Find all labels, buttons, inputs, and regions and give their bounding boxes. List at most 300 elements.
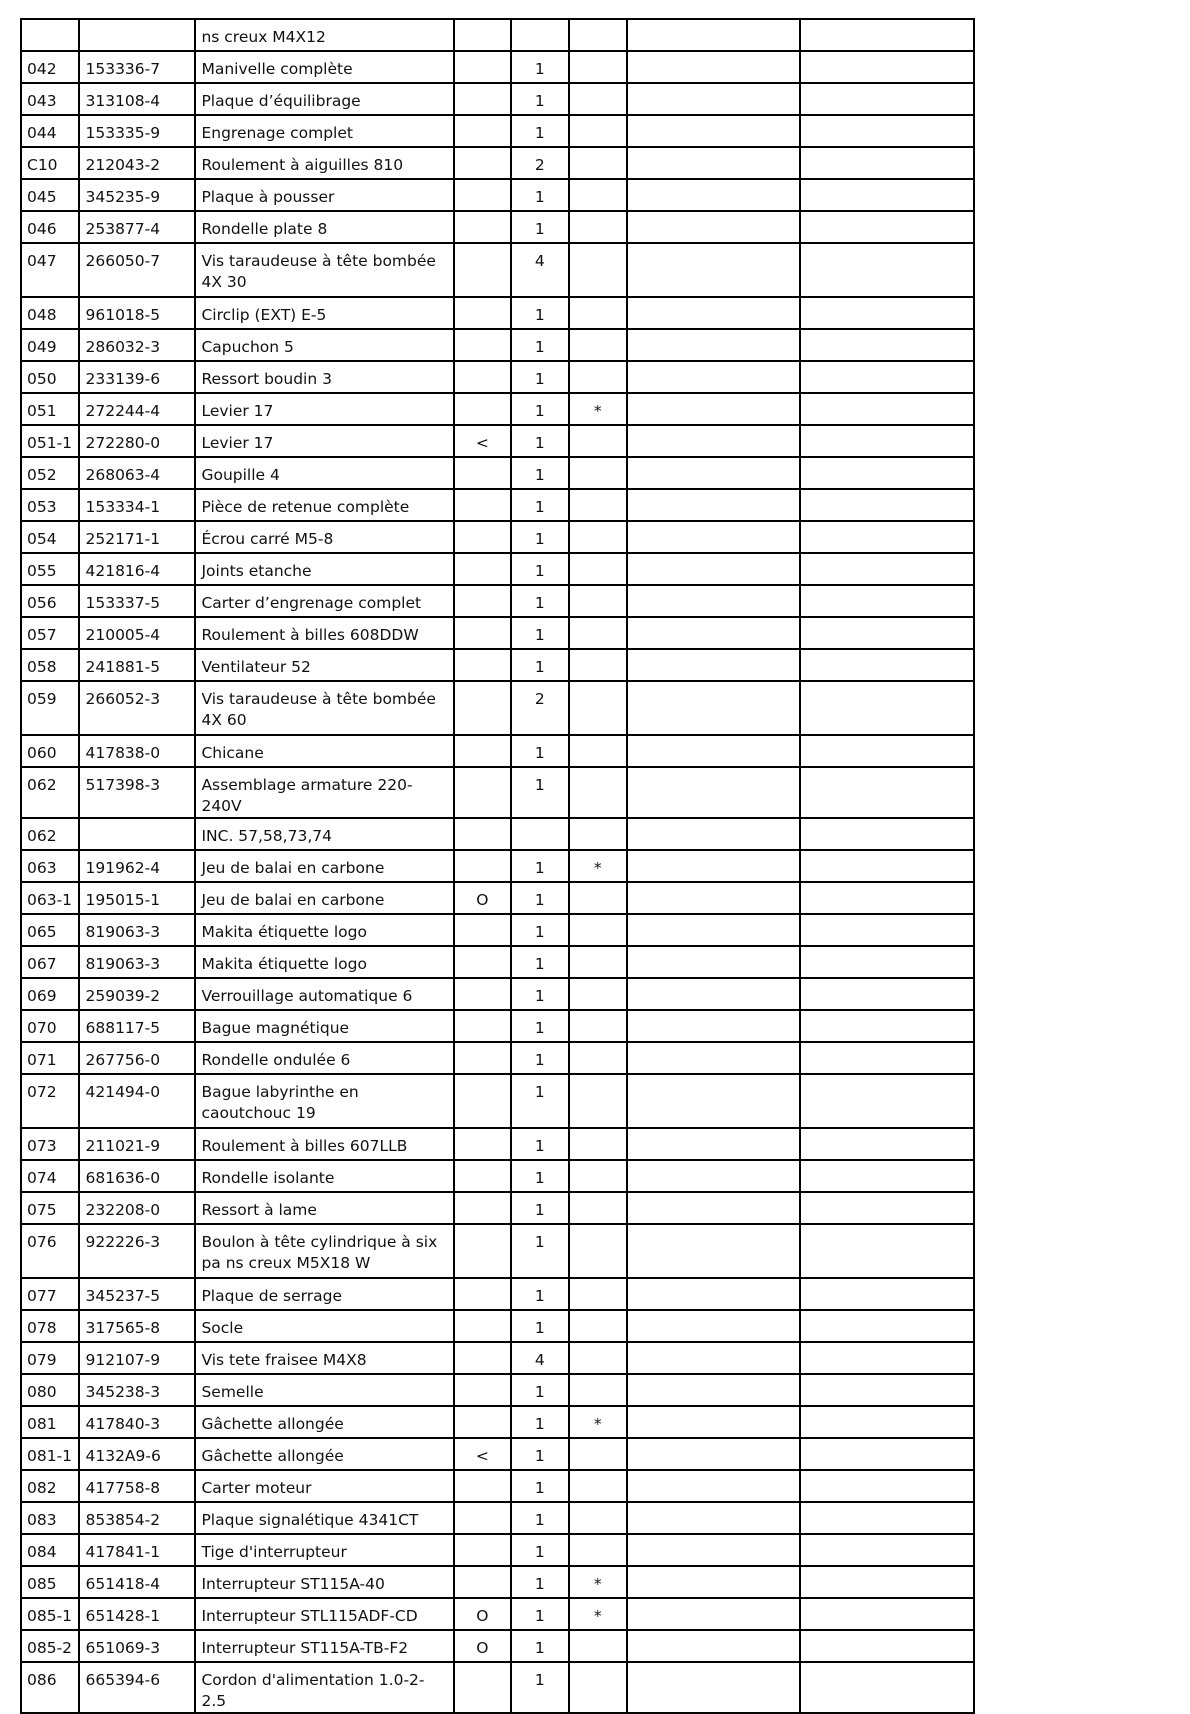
table-row — [21, 425, 974, 457]
note-mark-cell — [569, 1374, 627, 1406]
blank-cell — [800, 489, 974, 521]
note-mark-cell — [569, 1042, 627, 1074]
item-number-cell: 081 — [21, 1406, 79, 1438]
blank-cell — [627, 297, 800, 329]
description-cell: Plaque d’équilibrage — [195, 83, 453, 115]
part-number-cell: 345237-5 — [79, 1278, 195, 1310]
flag-cell — [454, 1534, 511, 1566]
table-row — [21, 1192, 974, 1224]
flag-cell: O — [454, 882, 511, 914]
item-number-cell: 044 — [21, 115, 79, 147]
item-number-cell: 074 — [21, 1160, 79, 1192]
table-row — [21, 850, 974, 882]
table-row — [21, 19, 974, 51]
item-number-cell: 045 — [21, 179, 79, 211]
blank-cell — [800, 1630, 974, 1662]
table-row — [21, 818, 974, 850]
flag-cell — [454, 914, 511, 946]
blank-cell — [627, 735, 800, 767]
blank-cell — [800, 914, 974, 946]
flag-cell — [454, 978, 511, 1010]
part-number-cell: 313108-4 — [79, 83, 195, 115]
item-number-cell: 060 — [21, 735, 79, 767]
blank-cell — [800, 1192, 974, 1224]
blank-cell — [800, 115, 974, 147]
part-number-cell: 4132A9-6 — [79, 1438, 195, 1470]
item-number-cell: 048 — [21, 297, 79, 329]
parts-list-table — [20, 18, 975, 1714]
table-row — [21, 882, 974, 914]
item-number-cell: 078 — [21, 1310, 79, 1342]
flag-cell — [454, 1192, 511, 1224]
blank-cell — [627, 1224, 800, 1278]
description-cell: Jeu de balai en carbone — [195, 882, 453, 914]
flag-cell — [454, 1042, 511, 1074]
note-mark-cell — [569, 83, 627, 115]
note-mark-cell — [569, 1630, 627, 1662]
part-number-cell: 421816-4 — [79, 553, 195, 585]
note-mark-cell — [569, 1534, 627, 1566]
part-number-cell: 267756-0 — [79, 1042, 195, 1074]
table-row — [21, 1502, 974, 1534]
description-cell: Roulement à aiguilles 810 — [195, 147, 453, 179]
table-row — [21, 1630, 974, 1662]
note-mark-cell — [569, 1662, 627, 1713]
blank-cell — [627, 1598, 800, 1630]
blank-cell — [627, 1566, 800, 1598]
description-cell: Roulement à billes 608DDW — [195, 617, 453, 649]
blank-cell — [627, 425, 800, 457]
note-mark-cell — [569, 1074, 627, 1128]
blank-cell — [627, 818, 800, 850]
table-row — [21, 521, 974, 553]
description-cell: Assemblage armature 220-240V — [195, 767, 453, 818]
part-number-cell: 345238-3 — [79, 1374, 195, 1406]
quantity-cell: 1 — [511, 1042, 568, 1074]
blank-cell — [800, 1042, 974, 1074]
note-mark-cell — [569, 179, 627, 211]
note-mark-cell: * — [569, 393, 627, 425]
table-row — [21, 457, 974, 489]
blank-cell — [627, 1534, 800, 1566]
item-number-cell: 046 — [21, 211, 79, 243]
description-cell: Ressort à lame — [195, 1192, 453, 1224]
quantity-cell: 2 — [511, 147, 568, 179]
blank-cell — [800, 735, 974, 767]
blank-cell — [800, 211, 974, 243]
quantity-cell: 1 — [511, 1192, 568, 1224]
item-number-cell: 062 — [21, 767, 79, 818]
blank-cell — [627, 1662, 800, 1713]
table-row — [21, 585, 974, 617]
flag-cell — [454, 553, 511, 585]
item-number-cell: 084 — [21, 1534, 79, 1566]
blank-cell — [627, 882, 800, 914]
item-number-cell: 070 — [21, 1010, 79, 1042]
note-mark-cell — [569, 1192, 627, 1224]
table-row — [21, 735, 974, 767]
table-row — [21, 83, 974, 115]
note-mark-cell — [569, 681, 627, 735]
flag-cell — [454, 1128, 511, 1160]
flag-cell — [454, 1470, 511, 1502]
description-cell: Jeu de balai en carbone — [195, 850, 453, 882]
item-number-cell: 073 — [21, 1128, 79, 1160]
note-mark-cell: * — [569, 1406, 627, 1438]
blank-cell — [800, 147, 974, 179]
item-number-cell: 042 — [21, 51, 79, 83]
quantity-cell: 1 — [511, 1438, 568, 1470]
flag-cell — [454, 767, 511, 818]
item-number-cell: 085 — [21, 1566, 79, 1598]
flag-cell — [454, 850, 511, 882]
description-cell: Vis taraudeuse à tête bombée 4X 30 — [195, 243, 453, 297]
item-number-cell: 050 — [21, 361, 79, 393]
blank-cell — [627, 521, 800, 553]
table-row — [21, 1074, 974, 1128]
part-number-cell: 210005-4 — [79, 617, 195, 649]
quantity-cell: 1 — [511, 735, 568, 767]
flag-cell — [454, 649, 511, 681]
item-number-cell: 051 — [21, 393, 79, 425]
item-number-cell: 083 — [21, 1502, 79, 1534]
quantity-cell: 1 — [511, 1534, 568, 1566]
part-number-cell: 153335-9 — [79, 115, 195, 147]
note-mark-cell — [569, 115, 627, 147]
flag-cell — [454, 19, 511, 51]
part-number-cell: 417841-1 — [79, 1534, 195, 1566]
note-mark-cell — [569, 914, 627, 946]
flag-cell: < — [454, 425, 511, 457]
flag-cell — [454, 393, 511, 425]
description-cell: ns creux M4X12 — [195, 19, 453, 51]
description-cell: Vis tete fraisee M4X8 — [195, 1342, 453, 1374]
item-number-cell: 058 — [21, 649, 79, 681]
blank-cell — [800, 51, 974, 83]
part-number-cell: 819063-3 — [79, 946, 195, 978]
description-cell: Pièce de retenue complète — [195, 489, 453, 521]
table-row — [21, 147, 974, 179]
item-number-cell: 054 — [21, 521, 79, 553]
table-row — [21, 51, 974, 83]
part-number-cell — [79, 818, 195, 850]
item-number-cell: 053 — [21, 489, 79, 521]
flag-cell — [454, 1662, 511, 1713]
blank-cell — [800, 767, 974, 818]
flag-cell — [454, 1010, 511, 1042]
part-number-cell: 961018-5 — [79, 297, 195, 329]
table-row — [21, 361, 974, 393]
quantity-cell — [511, 19, 568, 51]
blank-cell — [800, 585, 974, 617]
description-cell: Écrou carré M5-8 — [195, 521, 453, 553]
part-number-cell: 266050-7 — [79, 243, 195, 297]
description-cell: Makita étiquette logo — [195, 914, 453, 946]
quantity-cell: 1 — [511, 1470, 568, 1502]
quantity-cell: 1 — [511, 115, 568, 147]
flag-cell — [454, 179, 511, 211]
table-row — [21, 1128, 974, 1160]
quantity-cell: 1 — [511, 1278, 568, 1310]
part-number-cell: 259039-2 — [79, 978, 195, 1010]
description-cell: Carter moteur — [195, 1470, 453, 1502]
note-mark-cell — [569, 1342, 627, 1374]
table-row — [21, 115, 974, 147]
description-cell: Ventilateur 52 — [195, 649, 453, 681]
part-number-cell: 233139-6 — [79, 361, 195, 393]
quantity-cell: 1 — [511, 457, 568, 489]
blank-cell — [627, 361, 800, 393]
note-mark-cell — [569, 978, 627, 1010]
flag-cell — [454, 1374, 511, 1406]
item-number-cell: 076 — [21, 1224, 79, 1278]
item-number-cell: 051-1 — [21, 425, 79, 457]
part-number-cell: 153337-5 — [79, 585, 195, 617]
part-number-cell: 153336-7 — [79, 51, 195, 83]
note-mark-cell — [569, 361, 627, 393]
part-number-cell: 268063-4 — [79, 457, 195, 489]
note-mark-cell — [569, 649, 627, 681]
part-number-cell: 819063-3 — [79, 914, 195, 946]
description-cell: Gâchette allongée — [195, 1438, 453, 1470]
item-number-cell: 067 — [21, 946, 79, 978]
item-number-cell: 043 — [21, 83, 79, 115]
blank-cell — [800, 457, 974, 489]
blank-cell — [800, 1128, 974, 1160]
blank-cell — [800, 681, 974, 735]
table-row — [21, 211, 974, 243]
item-number-cell: 082 — [21, 1470, 79, 1502]
blank-cell — [627, 1042, 800, 1074]
blank-cell — [800, 361, 974, 393]
quantity-cell: 1 — [511, 978, 568, 1010]
blank-cell — [800, 425, 974, 457]
table-row — [21, 1470, 974, 1502]
note-mark-cell — [569, 297, 627, 329]
description-cell: Vis taraudeuse à tête bombée 4X 60 — [195, 681, 453, 735]
description-cell: Boulon à tête cylindrique à six pa ns creux M5X18 W — [195, 1224, 453, 1278]
flag-cell — [454, 1566, 511, 1598]
item-number-cell: 047 — [21, 243, 79, 297]
part-number-cell: 651428-1 — [79, 1598, 195, 1630]
quantity-cell: 1 — [511, 521, 568, 553]
quantity-cell: 4 — [511, 243, 568, 297]
flag-cell — [454, 1310, 511, 1342]
description-cell: Makita étiquette logo — [195, 946, 453, 978]
item-number-cell: 052 — [21, 457, 79, 489]
blank-cell — [627, 1160, 800, 1192]
flag-cell — [454, 243, 511, 297]
blank-cell — [627, 1128, 800, 1160]
part-number-cell: 253877-4 — [79, 211, 195, 243]
blank-cell — [627, 1470, 800, 1502]
note-mark-cell — [569, 767, 627, 818]
quantity-cell: 2 — [511, 681, 568, 735]
note-mark-cell — [569, 489, 627, 521]
flag-cell — [454, 946, 511, 978]
item-number-cell: 086 — [21, 1662, 79, 1713]
flag-cell — [454, 457, 511, 489]
note-mark-cell — [569, 243, 627, 297]
blank-cell — [800, 393, 974, 425]
item-number-cell: 057 — [21, 617, 79, 649]
description-cell: Rondelle isolante — [195, 1160, 453, 1192]
table-row — [21, 946, 974, 978]
blank-cell — [800, 649, 974, 681]
part-number-cell: 272280-0 — [79, 425, 195, 457]
flag-cell — [454, 115, 511, 147]
description-cell: Roulement à billes 607LLB — [195, 1128, 453, 1160]
note-mark-cell — [569, 882, 627, 914]
table-row — [21, 1534, 974, 1566]
flag-cell — [454, 1278, 511, 1310]
note-mark-cell — [569, 946, 627, 978]
item-number-cell — [21, 19, 79, 51]
flag-cell — [454, 361, 511, 393]
blank-cell — [800, 1310, 974, 1342]
part-number-cell: 266052-3 — [79, 681, 195, 735]
blank-cell — [627, 1278, 800, 1310]
blank-cell — [800, 1534, 974, 1566]
table-row — [21, 1310, 974, 1342]
blank-cell — [800, 818, 974, 850]
description-cell: INC. 57,58,73,74 — [195, 818, 453, 850]
parts-list-body — [21, 19, 974, 1713]
quantity-cell: 1 — [511, 1074, 568, 1128]
table-row — [21, 1662, 974, 1713]
item-number-cell: 071 — [21, 1042, 79, 1074]
quantity-cell: 1 — [511, 1566, 568, 1598]
blank-cell — [800, 329, 974, 361]
part-number-cell: 417838-0 — [79, 735, 195, 767]
description-cell: Joints etanche — [195, 553, 453, 585]
description-cell: Plaque de serrage — [195, 1278, 453, 1310]
part-number-cell: 232208-0 — [79, 1192, 195, 1224]
table-row — [21, 553, 974, 585]
note-mark-cell — [569, 1310, 627, 1342]
note-mark-cell — [569, 1502, 627, 1534]
description-cell: Ressort boudin 3 — [195, 361, 453, 393]
item-number-cell: 085-2 — [21, 1630, 79, 1662]
blank-cell — [627, 19, 800, 51]
quantity-cell: 1 — [511, 1224, 568, 1278]
note-mark-cell — [569, 735, 627, 767]
description-cell: Levier 17 — [195, 425, 453, 457]
part-number-cell: 651418-4 — [79, 1566, 195, 1598]
part-number-cell: 665394-6 — [79, 1662, 195, 1713]
quantity-cell: 1 — [511, 1128, 568, 1160]
quantity-cell: 1 — [511, 649, 568, 681]
blank-cell — [627, 1074, 800, 1128]
note-mark-cell — [569, 818, 627, 850]
item-number-cell: 049 — [21, 329, 79, 361]
flag-cell — [454, 681, 511, 735]
note-mark-cell — [569, 1128, 627, 1160]
blank-cell — [627, 617, 800, 649]
blank-cell — [800, 553, 974, 585]
table-row — [21, 1160, 974, 1192]
blank-cell — [800, 1342, 974, 1374]
quantity-cell: 1 — [511, 51, 568, 83]
blank-cell — [627, 585, 800, 617]
note-mark-cell: * — [569, 1566, 627, 1598]
note-mark-cell — [569, 1470, 627, 1502]
description-cell: Cordon d'alimentation 1.0-2-2.5 — [195, 1662, 453, 1713]
blank-cell — [627, 850, 800, 882]
table-row — [21, 1598, 974, 1630]
flag-cell — [454, 211, 511, 243]
quantity-cell: 4 — [511, 1342, 568, 1374]
flag-cell — [454, 1074, 511, 1128]
item-number-cell: 069 — [21, 978, 79, 1010]
quantity-cell: 1 — [511, 329, 568, 361]
table-row — [21, 767, 974, 818]
blank-cell — [800, 1074, 974, 1128]
table-row — [21, 681, 974, 735]
part-number-cell: 241881-5 — [79, 649, 195, 681]
blank-cell — [800, 850, 974, 882]
flag-cell — [454, 297, 511, 329]
description-cell: Plaque signalétique 4341CT — [195, 1502, 453, 1534]
item-number-cell: 062 — [21, 818, 79, 850]
part-number-cell: 417840-3 — [79, 1406, 195, 1438]
description-cell: Circlip (EXT) E-5 — [195, 297, 453, 329]
description-cell: Goupille 4 — [195, 457, 453, 489]
blank-cell — [627, 393, 800, 425]
description-cell: Interrupteur STL115ADF-CD — [195, 1598, 453, 1630]
item-number-cell: 080 — [21, 1374, 79, 1406]
blank-cell — [800, 946, 974, 978]
blank-cell — [800, 1010, 974, 1042]
description-cell: Tige d'interrupteur — [195, 1534, 453, 1566]
blank-cell — [627, 489, 800, 521]
flag-cell — [454, 51, 511, 83]
item-number-cell: 063-1 — [21, 882, 79, 914]
flag-cell — [454, 1224, 511, 1278]
quantity-cell: 1 — [511, 553, 568, 585]
blank-cell — [800, 1662, 974, 1713]
blank-cell — [627, 243, 800, 297]
flag-cell: < — [454, 1438, 511, 1470]
flag-cell — [454, 585, 511, 617]
description-cell: Levier 17 — [195, 393, 453, 425]
quantity-cell: 1 — [511, 179, 568, 211]
item-number-cell: 072 — [21, 1074, 79, 1128]
flag-cell — [454, 521, 511, 553]
blank-cell — [800, 19, 974, 51]
item-number-cell: 081-1 — [21, 1438, 79, 1470]
blank-cell — [800, 882, 974, 914]
blank-cell — [627, 115, 800, 147]
blank-cell — [627, 1406, 800, 1438]
blank-cell — [627, 211, 800, 243]
quantity-cell: 1 — [511, 1662, 568, 1713]
blank-cell — [627, 457, 800, 489]
description-cell: Semelle — [195, 1374, 453, 1406]
note-mark-cell — [569, 1438, 627, 1470]
description-cell: Bague magnétique — [195, 1010, 453, 1042]
item-number-cell: C10 — [21, 147, 79, 179]
part-number-cell: 517398-3 — [79, 767, 195, 818]
part-number-cell: 286032-3 — [79, 329, 195, 361]
quantity-cell: 1 — [511, 767, 568, 818]
quantity-cell: 1 — [511, 393, 568, 425]
part-number-cell: 912107-9 — [79, 1342, 195, 1374]
part-number-cell: 252171-1 — [79, 521, 195, 553]
table-row — [21, 179, 974, 211]
note-mark-cell — [569, 457, 627, 489]
note-mark-cell — [569, 211, 627, 243]
